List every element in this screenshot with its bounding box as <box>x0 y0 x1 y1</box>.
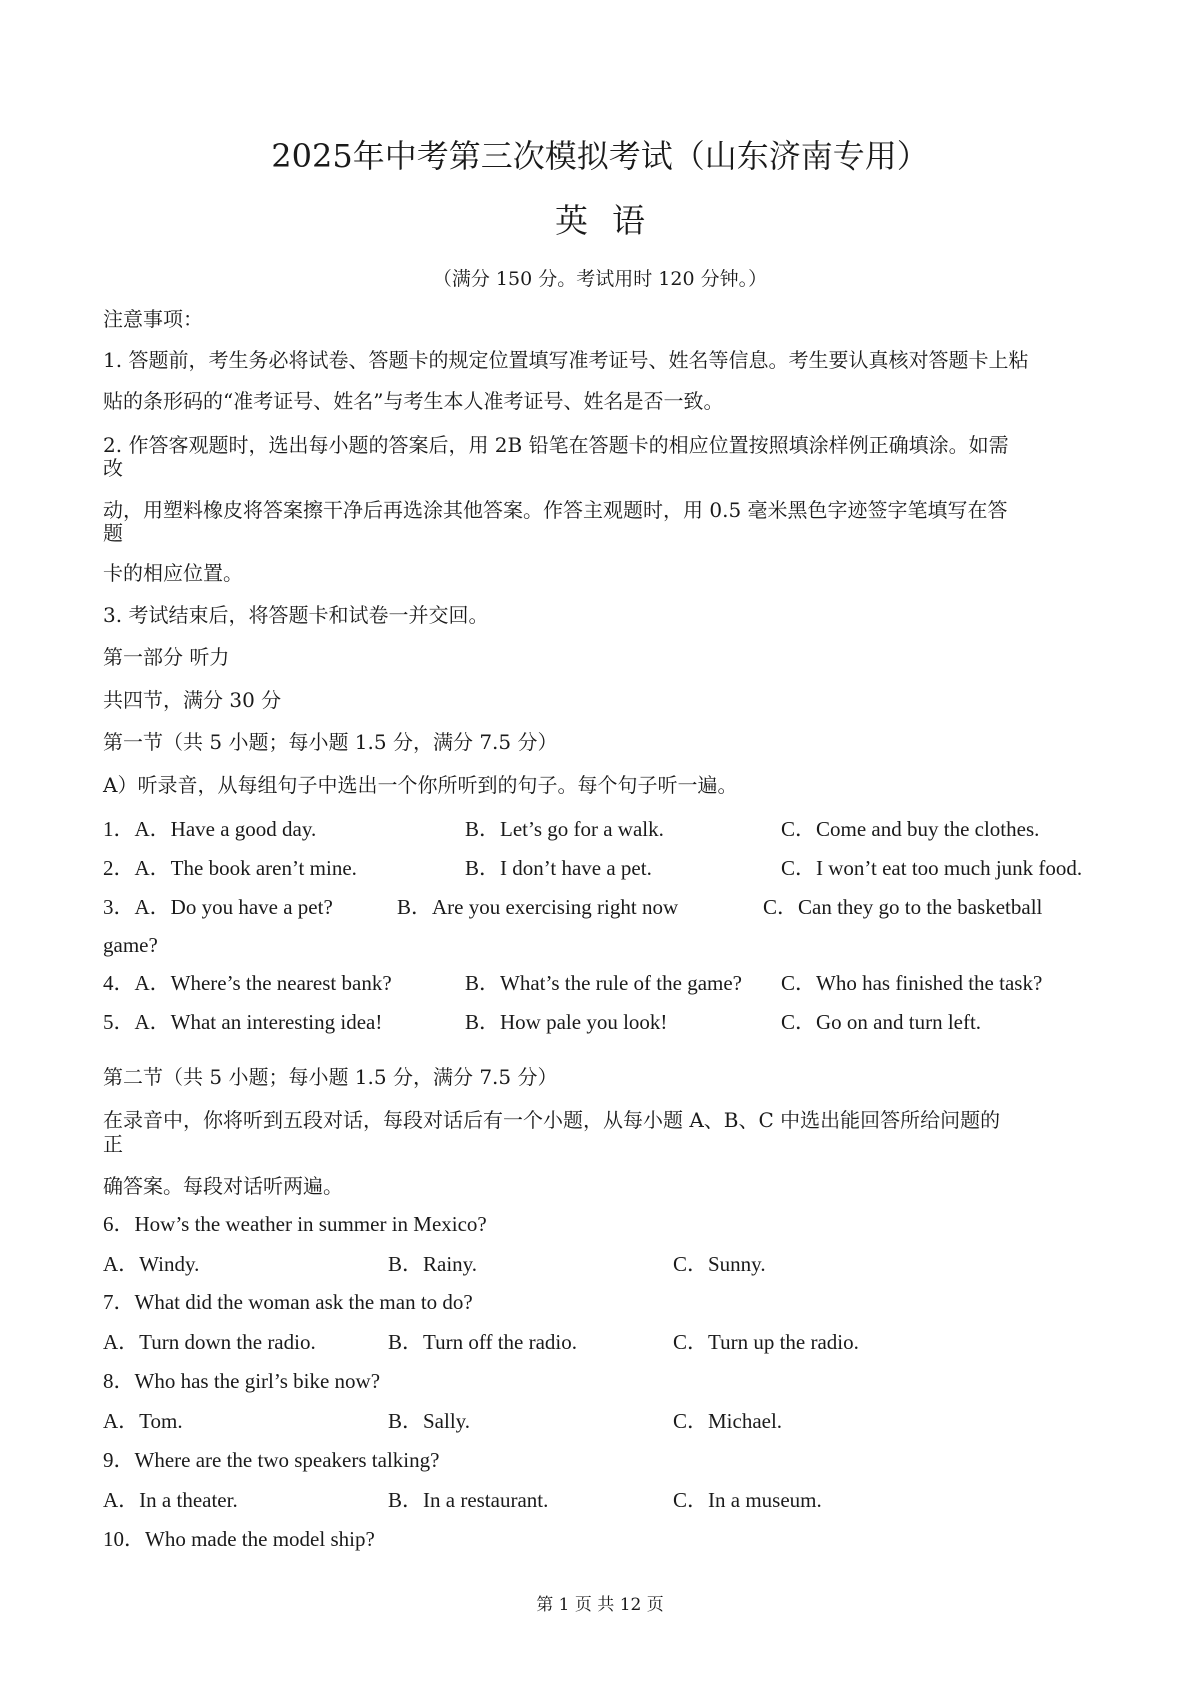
q7-option-c: C．Turn up the radio. <box>673 1330 859 1354</box>
q4-option-b: B．What’s the rule of the game? <box>465 971 742 995</box>
notice-item-2-line-2: 动，用塑料橡皮将答案擦干净后再选涂其他答案。作答主观题时，用 0.5 毫米黑色字迹签字笔填写在答 <box>103 498 1008 522</box>
score-note: （满分 150 分。考试用时 120 分钟。） <box>432 268 768 290</box>
q6-option-a: A．Windy. <box>103 1252 200 1276</box>
q9-question: 9．Where are the two speakers talking? <box>103 1448 440 1472</box>
q6-option-b: B．Rainy. <box>388 1252 478 1276</box>
q9-option-b: B．In a restaurant. <box>388 1488 549 1512</box>
notice-item-3: 3. 考试结束后，将答题卡和试卷一并交回。 <box>103 603 489 627</box>
q3-option-b: B．Are you exercising right now <box>397 895 679 919</box>
q10-question: 10．Who made the model ship? <box>103 1527 375 1551</box>
q5-option-c: C．Go on and turn left. <box>781 1010 982 1034</box>
q2-option-a: 2．A．The book aren’t mine. <box>103 856 357 880</box>
notice-item-2-wrap-2: 题 <box>103 521 123 545</box>
q7-question: 7．What did the woman ask the man to do? <box>103 1290 473 1314</box>
q9-option-a: A．In a theater. <box>103 1488 238 1512</box>
exam-title: 2025年中考第三次模拟考试（山东济南专用） <box>271 137 929 175</box>
q3-wrap: game? <box>103 933 158 957</box>
q7-option-b: B．Turn off the radio. <box>388 1330 577 1354</box>
q3-option-a: 3．A．Do you have a pet? <box>103 895 333 919</box>
notice-item-1-line-2: 贴的条形码的“准考证号、姓名”与考生本人准考证号、姓名是否一致。 <box>103 389 724 413</box>
q1-option-c: C．Come and buy the clothes. <box>781 817 1040 841</box>
notice-item-2-wrap-1: 改 <box>103 456 123 480</box>
q8-option-b: B．Sally. <box>388 1409 471 1433</box>
section1-instruction: A）听录音，从每组句子中选出一个你所听到的句子。每个句子听一遍。 <box>103 773 738 797</box>
q6-option-c: C．Sunny. <box>673 1252 766 1276</box>
section2-instruction-wrap: 正 <box>103 1132 123 1156</box>
q8-question: 8．Who has the girl’s bike now? <box>103 1369 381 1393</box>
q7-option-a: A．Turn down the radio. <box>103 1330 316 1354</box>
q8-option-c: C．Michael. <box>673 1409 783 1433</box>
q6-question: 6．How’s the weather in summer in Mexico? <box>103 1212 487 1236</box>
section2-instruction-line-1: 在录音中，你将听到五段对话，每段对话后有一个小题，从每小题 A、B、C 中选出能回答所给问题的 <box>103 1108 1001 1132</box>
section2-instruction-line-2: 确答案。每段对话听两遍。 <box>103 1174 343 1198</box>
part1-score: 共四节，满分 30 分 <box>103 688 282 712</box>
q4-option-c: C．Who has finished the task? <box>781 971 1043 995</box>
q9-option-c: C．In a museum. <box>673 1488 822 1512</box>
q4-option-a: 4．A．Where’s the nearest bank? <box>103 971 392 995</box>
q8-option-a: A．Tom. <box>103 1409 183 1433</box>
section1-heading: 第一节（共 5 小题；每小题 1.5 分，满分 7.5 分） <box>103 730 558 754</box>
notice-item-1-line-1: 1. 答题前，考生务必将试卷、答题卡的规定位置填写准考证号、姓名等信息。考生要认真核对答题卡上粘 <box>103 348 1029 372</box>
notice-item-2-line-3: 卡的相应位置。 <box>103 561 243 585</box>
notice-heading: 注意事项： <box>103 307 203 331</box>
q5-option-a: 5．A．What an interesting idea! <box>103 1010 383 1034</box>
q2-option-b: B．I don’t have a pet. <box>465 856 652 880</box>
notice-item-2-line-1: 2. 作答客观题时，选出每小题的答案后，用 2B 铅笔在答题卡的相应位置按照填涂样例正确填涂。如需 <box>103 433 1009 457</box>
q1-option-a: 1．A．Have a good day. <box>103 817 317 841</box>
q5-option-b: B．How pale you look! <box>465 1010 668 1034</box>
q2-option-c: C．I won’t eat too much junk food. <box>781 856 1083 880</box>
subject-title: 英语 <box>555 201 669 240</box>
part1-heading: 第一部分 听力 <box>103 645 230 669</box>
q3-option-c: C．Can they go to the basketball <box>763 895 1043 919</box>
q1-option-b: B．Let’s go for a walk. <box>465 817 664 841</box>
section2-heading: 第二节（共 5 小题；每小题 1.5 分，满分 7.5 分） <box>103 1065 558 1089</box>
page-number: 第 1 页 共 12 页 <box>536 1595 664 1615</box>
